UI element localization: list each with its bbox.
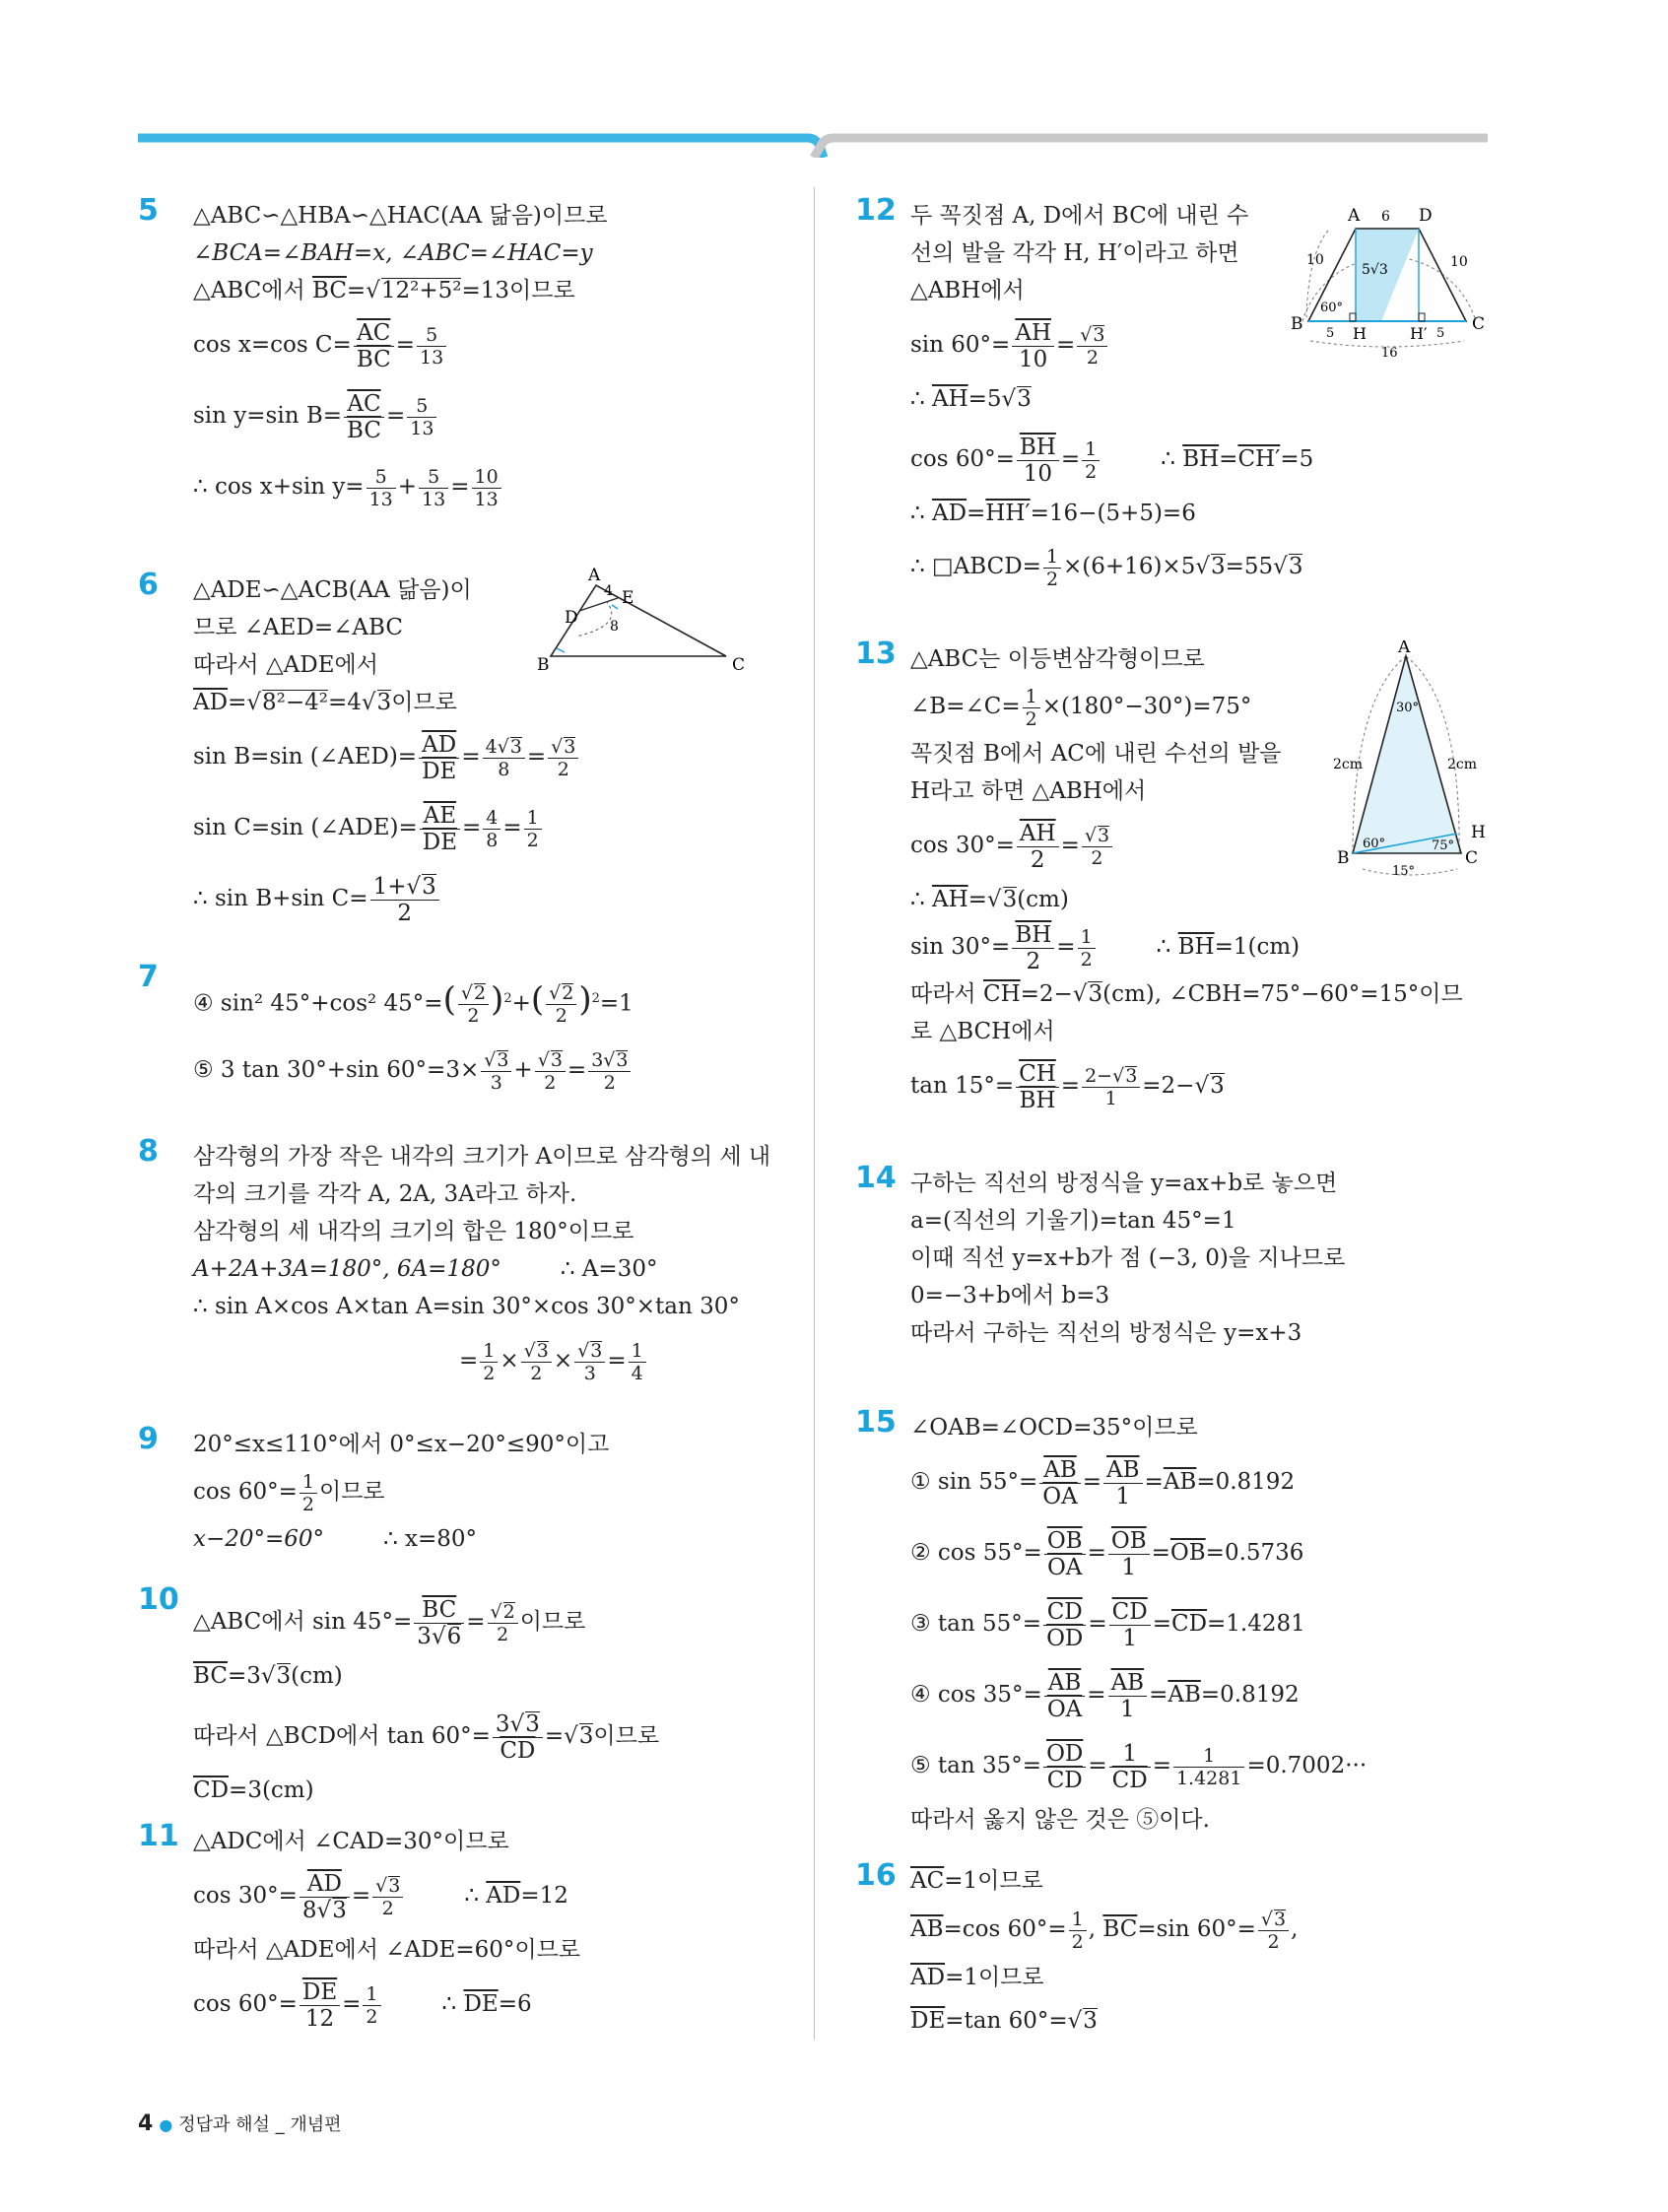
text: ∴ A=30° — [560, 1256, 658, 1282]
fraction: $\frac{\overline{BH}}{10}$ — [1017, 435, 1059, 487]
line: 꼭짓점 B에서 AC에 내린 수선의 발을 — [910, 741, 1282, 767]
line — [193, 309, 778, 380]
svg-text:60°: 60° — [1363, 837, 1386, 851]
fraction: $\frac{1}{CD}$ — [1109, 1741, 1151, 1793]
sqrt-icon: √ — [246, 690, 261, 715]
line: 구하는 직선의 방정식을 y=ax+b로 놓으면 — [910, 1171, 1338, 1196]
svg-text:5√3: 5√3 — [1362, 262, 1388, 278]
fraction: $\frac{10}{13}$ — [472, 466, 501, 510]
fraction: $\frac{1}{2}$ — [524, 807, 542, 851]
svg-text:D: D — [565, 608, 578, 628]
segment: $\overline{BC}$ — [311, 278, 347, 303]
fraction: $\frac{1+√3}{2}$ — [370, 874, 439, 926]
line: cos 30°= $\frac{\overline{AD}}{8√3}$ = $\frac{√3}{2}$ ∴ $\overline{AD}=12$ — [193, 1870, 568, 1923]
svg-text:2cm: 2cm — [1447, 757, 1478, 772]
svg-text:B: B — [1337, 848, 1350, 868]
line: cos 30°= $\frac{\overline{AH}}{2}$ = $\frac{√3}{2}$ — [910, 810, 1505, 881]
fraction: $\frac{√2}{2}$ — [488, 1601, 518, 1645]
line: ∴ □ABCD= $\frac{1}{2}$ ×(6+16)×5√3=55√3 — [910, 545, 1303, 590]
svg-text:B: B — [1291, 314, 1303, 334]
svg-text:6: 6 — [1381, 209, 1390, 225]
line: △ADC에서 ∠CAD=30°이므로 — [193, 1829, 509, 1854]
line: 따라서 $\overline{CH}=2-√3(cm)$, ∠CBH=75°−60°=15°이므 — [910, 981, 1463, 1007]
fraction: $\frac{√3}{2}$ — [372, 1875, 403, 1919]
fraction: $\frac{√3}{2}$ — [1082, 825, 1112, 869]
line — [193, 1250, 778, 1288]
line: ∴ $\overline{AD}=HH'=16-(5+5)=6$ — [910, 501, 1196, 526]
fraction: $\frac{4√3}{8}$ — [483, 736, 525, 780]
svg-text:H: H — [1471, 823, 1486, 842]
line: △ABC에서 sin 45°= $\frac{\overline{BC}}{3√6}$ = $\frac{√2}{2}$ 이므로 — [193, 1596, 586, 1649]
solution-body — [910, 1165, 1505, 1352]
text: sin C=sin (∠ADE)= — [193, 815, 418, 840]
line: cos 60°= $\frac{\overline{BH}}{10}$ = $\frac{1}{2}$ ∴ $\overline{BH}=CH'=5$ — [910, 434, 1314, 487]
text: =4 — [327, 690, 362, 715]
line: ∴ $\overline{AH}=5√3$ — [910, 386, 1032, 412]
page-number: 4 — [138, 2111, 154, 2136]
triangle-figure-6 — [537, 566, 764, 674]
line: 각의 크기를 각각 A, 2A, 3A라고 하자. — [193, 1181, 577, 1207]
fraction: $\frac{\overline{OB}}{1}$ — [1108, 1528, 1150, 1580]
line: $\overline{DE}=\tan$ 60°=√3 — [910, 2008, 1098, 2034]
text: 이므로 — [391, 690, 457, 715]
svg-text:60°: 60° — [1320, 301, 1344, 315]
fraction: $\frac{√3}{3}$ — [574, 1340, 605, 1384]
line: 삼각형의 세 내각의 크기의 합은 180°이므로 — [193, 1219, 634, 1244]
fraction: $\frac{5}{13}$ — [367, 466, 396, 510]
line: 따라서 구하는 직선의 방정식은 y=x+3 — [910, 1320, 1302, 1346]
line: △ABH에서 — [910, 278, 1025, 303]
problem-number: 14 — [855, 1161, 897, 1195]
fraction: $\frac{\overline{BH}}{2}$ — [1012, 922, 1054, 974]
line — [193, 380, 778, 451]
fraction: $\frac{3√3}{2}$ — [588, 1049, 631, 1094]
svg-text:10: 10 — [1306, 252, 1324, 268]
problem-number: 13 — [855, 637, 897, 671]
line: 므로 ∠AED=∠ABC — [193, 615, 403, 640]
fraction: $\frac{\overline{BC}}{3√6}$ — [414, 1597, 464, 1649]
fraction: $\frac{5}{13}$ — [419, 466, 448, 510]
text: =1 — [599, 990, 634, 1017]
fraction: $\frac{√2}{2}$ — [458, 982, 489, 1027]
fraction: $\frac{1}{2}$ — [300, 1471, 317, 1515]
fraction: $\frac{√3}{3}$ — [481, 1049, 511, 1094]
fraction: $\frac{1}{2}$ — [1078, 926, 1096, 971]
fraction: $\frac{√2}{2}$ — [546, 982, 576, 1027]
text: sin B=sin (∠AED)= — [193, 744, 418, 770]
fraction: $\frac{√3}{2}$ — [521, 1340, 552, 1384]
radicand: 3 — [376, 690, 392, 715]
svg-text:10: 10 — [1450, 254, 1468, 270]
line: ① sin 55°= $\frac{\overline{AB}}{OA}$ = $\frac{\overline{AB}}{1}$ $=\overline{AB}=0.8192$ — [910, 1456, 1296, 1509]
fraction: $\frac{\overline{AC}}{BC}$ — [354, 320, 394, 372]
svg-text:5: 5 — [1436, 326, 1445, 341]
svg-text:B: B — [537, 655, 550, 674]
fraction: $\frac{1}{2}$ — [1069, 1909, 1087, 1953]
fraction: $\frac{5}{13}$ — [407, 395, 436, 439]
svg-text:H: H — [1353, 324, 1367, 343]
line: 따라서 △ADE에서 — [193, 652, 378, 678]
fraction: $\frac{\overline{CD}}{OD}$ — [1043, 1599, 1086, 1651]
line: cos 60°= $\frac{1}{2}$ 이므로 — [193, 1470, 385, 1515]
fraction: $\frac{\overline{AC}}{BC}$ — [344, 391, 384, 443]
text: + — [397, 474, 418, 500]
fraction: $\frac{1}{2}$ — [1082, 438, 1100, 483]
svg-text:A: A — [1348, 206, 1361, 226]
line: 따라서 △ADE에서 ∠ADE=60°이므로 — [193, 1937, 581, 1963]
line: = $\frac{1}{2}$ × $\frac{√3}{2}$ × $\frac{√3}{3}$ = $\frac{1}{4}$ — [193, 1325, 778, 1396]
line: ④ cos 35°= $\frac{\overline{AB}}{OA}$ = $\frac{\overline{AB}}{1}$ $=\overline{AB}=0.8192$ — [910, 1669, 1300, 1722]
line: 선의 발을 각각 H, H′이라고 하면 — [910, 240, 1239, 266]
svg-text:C: C — [1472, 314, 1486, 334]
header-bar — [0, 0, 1668, 158]
fraction: $\frac{\overline{DE}}{12}$ — [300, 1979, 340, 2032]
svg-text:C: C — [1465, 848, 1479, 868]
line: △ADE∽△ACB(AA 닮음)이 — [193, 577, 472, 603]
line: △ABC∽△HBA∽△HAC(AA 닮음)이므로 — [193, 203, 608, 229]
line — [193, 684, 778, 721]
text: = — [346, 278, 367, 303]
problem-number: 12 — [855, 193, 897, 228]
line: cos 60°= $\frac{\overline{DE}}{12}$ = $\frac{1}{2}$ ∴ $\overline{DE}=6$ — [193, 1978, 532, 2032]
trapezoid-figure-12 — [1289, 195, 1496, 363]
fraction: $\frac{5}{13}$ — [417, 324, 446, 369]
fraction: $\frac{\overline{AB}}{1}$ — [1103, 1457, 1143, 1509]
solution-body — [193, 1138, 778, 1396]
fraction: $\frac{1}{1.4281}$ — [1173, 1745, 1244, 1789]
line: 삼각형의 가장 작은 내각의 크기가 A이므로 삼각형의 세 내 — [193, 1144, 771, 1170]
fraction: $\frac{\overline{AB}}{1}$ — [1108, 1670, 1148, 1722]
line: sin B=sin (∠AED)= $\frac{\overline{AD}}{DE}$ = $\frac{4√3}{8}$ = $\frac{√3}{2}$ — [193, 721, 778, 792]
svg-text:4: 4 — [604, 583, 613, 599]
segment: $\overline{AD}$ — [193, 690, 229, 715]
solution-body — [193, 1823, 778, 2040]
svg-text:D: D — [1419, 206, 1433, 226]
text: ∴ cos x+sin y= — [193, 474, 365, 500]
solution-body — [193, 1586, 778, 1809]
radicand: 8²−4² — [262, 690, 328, 715]
line: $\overline{AC}=1$이므로 — [910, 1868, 1043, 1894]
fraction: $\frac{1}{2}$ — [363, 1983, 380, 2028]
problem-number: 6 — [138, 568, 159, 602]
line: $\overline{BC}=3√3(cm)$ — [193, 1663, 343, 1689]
text: = — [228, 690, 247, 715]
fraction: $\frac{√3}{2}$ — [1258, 1909, 1289, 1953]
solution-body — [193, 197, 778, 522]
fraction: $\frac{\overline{AB}}{OA}$ — [1044, 1670, 1085, 1722]
line: sin C=sin (∠ADE)= $\frac{\overline{AE}}{DE}$ = $\frac{4}{8}$ = $\frac{1}{2}$ — [193, 792, 778, 863]
svg-text:A: A — [1398, 640, 1411, 657]
line: H라고 하면 △ABH에서 — [910, 778, 1147, 804]
line: ∴ $\overline{AH}=√3(cm)$ — [910, 887, 1069, 912]
line: 20°≤x≤110°에서 0°≤x−20°≤90°이고 — [193, 1432, 610, 1457]
fraction: $\frac{√3}{2}$ — [535, 1049, 566, 1094]
fraction: $\frac{√3}{2}$ — [1077, 324, 1107, 369]
line — [193, 272, 778, 309]
line: △ABC는 이등변삼각형이므로 — [910, 646, 1205, 672]
footer-label: 정답과 해설 _ 개념편 — [178, 2114, 342, 2135]
svg-text:30°: 30° — [1396, 701, 1420, 715]
svg-text:E: E — [622, 588, 634, 608]
fraction: $\frac{1}{2}$ — [1043, 546, 1061, 590]
svg-text:75°: 75° — [1432, 838, 1455, 853]
line: ∠B=∠C= $\frac{1}{2}$ ×(180°−30°)=75° — [910, 685, 1252, 730]
line: $\overline{AB}=\cos$ 60°= $\frac{1}{2}$ , $\overline{BC}=\sin$ 60°= $\frac{√3}{2}$ , — [910, 1908, 1299, 1953]
line: 따라서 △BCD에서 tan 60°= $\frac{3√3}{CD}$ =√3이므로 — [193, 1710, 660, 1764]
sqrt-icon: √ — [361, 690, 376, 715]
text: cos x=cos C= — [193, 332, 352, 358]
problem-number: 15 — [855, 1405, 897, 1440]
fraction: $\frac{\overline{AH}}{2}$ — [1017, 821, 1059, 873]
line: ∠OAB=∠OCD=35°이므로 — [910, 1415, 1198, 1441]
text: = — [385, 403, 406, 429]
text: = — [395, 332, 416, 358]
fraction: $\frac{1}{2}$ — [480, 1340, 498, 1384]
bullet-icon: ● — [159, 2115, 173, 2134]
line: ⑤ 3 tan 30°+sin 60°=3× $\frac{√3}{3}$ + $\frac{√3}{2}$ = $\frac{3√3}{2}$ — [193, 1035, 778, 1106]
fraction: $\frac{\overline{CD}}{1}$ — [1109, 1599, 1151, 1651]
problem-number: 8 — [138, 1134, 159, 1169]
fraction: $\frac{1}{4}$ — [629, 1340, 646, 1384]
problem-number: 7 — [138, 960, 159, 994]
fraction: $\frac{\overline{OD}}{CD}$ — [1043, 1741, 1086, 1793]
fraction: $\frac{\overline{OB}}{OA}$ — [1044, 1528, 1086, 1580]
line: x−20°=60° ∴ x=80° — [193, 1526, 478, 1552]
fraction: $\frac{4}{8}$ — [483, 807, 500, 851]
problem-number: 16 — [855, 1858, 897, 1893]
text: sin y=sin B= — [193, 403, 343, 429]
line: $\overline{AD}=1$이므로 — [910, 1965, 1044, 1990]
svg-text:8: 8 — [610, 619, 619, 635]
line: sin 30°= $\frac{\overline{BH}}{2}$ = $\frac{1}{2}$ ∴ $\overline{BH}=1(cm)$ — [910, 921, 1301, 974]
line: sin 60°= $\frac{\overline{AH}}{10}$ = $\frac{√3}{2}$ — [910, 309, 1505, 380]
header-bar-gray — [814, 138, 1488, 158]
problem-number: 10 — [138, 1582, 179, 1617]
solution-body — [193, 1426, 778, 1558]
svg-text:2cm: 2cm — [1333, 757, 1364, 772]
line: ⑤ tan 35°= $\frac{\overline{OD}}{CD}$ = $\frac{1}{CD}$ = $\frac{1}{1.4281}$ =0.7002··· — [910, 1740, 1368, 1793]
fraction: $\frac{\overline{AB}}{OA}$ — [1039, 1457, 1080, 1509]
fraction: $\frac{\overline{AD}}{8√3}$ — [300, 1871, 350, 1923]
line: $\overline{CD}=3(cm)$ — [193, 1777, 314, 1803]
text: A+2A+3A=180°, 6A=180° — [193, 1256, 501, 1282]
isosceles-figure-13 — [1333, 640, 1505, 877]
line: ∠BCA=∠BAH=x, ∠ABC=∠HAC=y — [193, 240, 593, 266]
problem-number: 5 — [138, 193, 159, 228]
fraction: $\frac{\overline{CH}}{BH}$ — [1016, 1061, 1059, 1113]
solution-body — [910, 1409, 1505, 1839]
line: 로 △BCH에서 — [910, 1019, 1055, 1044]
svg-text:5: 5 — [1326, 326, 1335, 341]
line — [193, 863, 778, 934]
fraction: $\frac{\overline{AE}}{DE}$ — [420, 803, 460, 855]
fraction: $\frac{3√3}{CD}$ — [493, 1711, 543, 1764]
text: △ABC에서 — [193, 278, 312, 303]
svg-text:15°: 15° — [1392, 864, 1416, 877]
line: ∴ sin A×cos A×tan A=sin 30°×cos 30°×tan 30° — [193, 1294, 740, 1319]
text: =13이므로 — [461, 278, 575, 303]
fraction: $\frac{\overline{AD}}{DE}$ — [419, 732, 459, 784]
line: tan 15°= $\frac{\overline{CH}}{BH}$ = $\frac{2-√3}{1}$ =2−√3 — [910, 1060, 1225, 1113]
fraction: $\frac{\overline{AH}}{10}$ — [1012, 320, 1054, 372]
text: ⑤ 3 tan 30°+sin 60°=3× — [193, 1057, 480, 1083]
line: a=(직선의 기울기)=tan 45°=1 — [910, 1208, 1236, 1234]
line: 따라서 옳지 않은 것은 ⑤이다. — [910, 1807, 1210, 1833]
fraction: $\frac{1}{2}$ — [1023, 686, 1040, 730]
line: 0=−3+b에서 b=3 — [910, 1283, 1110, 1308]
text: ∴ sin B+sin C= — [193, 886, 368, 911]
problem-number: 11 — [138, 1819, 179, 1853]
fraction: $\frac{√3}{2}$ — [548, 736, 578, 780]
line — [193, 451, 778, 522]
line: 이때 직선 y=x+b가 점 (−3, 0)을 지나므로 — [910, 1245, 1346, 1271]
svg-text:16: 16 — [1381, 346, 1398, 361]
column-divider — [814, 187, 815, 2040]
fraction: $\frac{2-√3}{1}$ — [1082, 1065, 1140, 1109]
svg-text:H′: H′ — [1410, 324, 1428, 343]
line: ③ tan 55°= $\frac{\overline{CD}}{OD}$ = $\frac{\overline{CD}}{1}$ $=\overline{CD}=1.4281$ — [910, 1598, 1305, 1651]
line: ② cos 55°= $\frac{\overline{OB}}{OA}$ = $\frac{\overline{OB}}{1}$ $=\overline{OB}=0.5736$ — [910, 1527, 1304, 1580]
solution-body — [193, 964, 778, 1106]
svg-text:A: A — [588, 566, 601, 585]
line: ④ sin² 45°+cos² 45°=( $\frac{√2}{2}$ )$^2$+( $\frac{√2}{2}$ )$^2$=1 — [193, 979, 634, 1028]
header-bar-blue — [138, 138, 824, 158]
text: = — [450, 474, 470, 500]
radicand: 12²+5² — [380, 278, 462, 303]
page-footer — [138, 2111, 342, 2136]
svg-text:C: C — [732, 655, 746, 674]
line: 두 꼭짓점 A, D에서 BC에 내린 수 — [910, 203, 1249, 229]
text: ④ sin² 45°+cos² 45°= — [193, 990, 443, 1017]
sqrt-icon: √ — [366, 278, 380, 303]
problem-number: 9 — [138, 1422, 159, 1456]
solution-body — [910, 1862, 1505, 2040]
